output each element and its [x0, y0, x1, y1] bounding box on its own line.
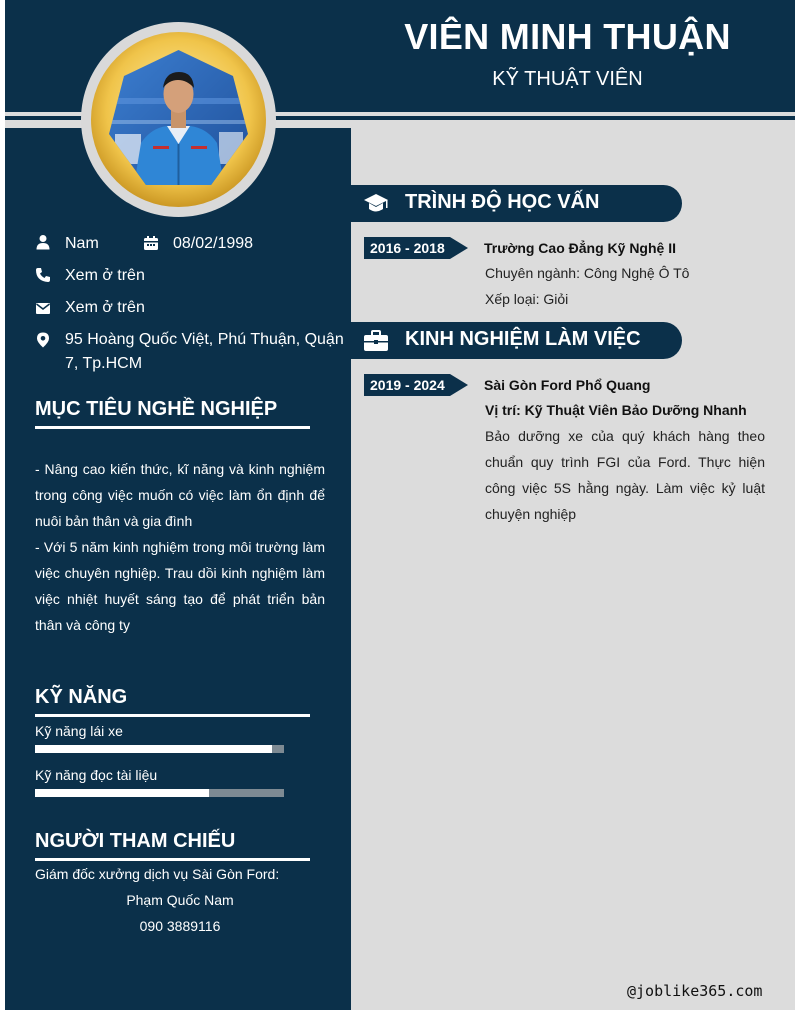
- birthdate-value: 08/02/1998: [173, 235, 254, 252]
- briefcase-icon: [363, 328, 389, 354]
- user-icon: [35, 234, 51, 250]
- gender-value: Nam: [65, 235, 99, 252]
- map-pin-icon: [35, 332, 51, 348]
- experience-period: 2019 - 2024: [370, 377, 445, 393]
- experience-company: Sài Gòn Ford Phổ Quang: [484, 377, 651, 393]
- experience-position: Vị trí: Kỹ Thuật Viên Bảo Dưỡng Nhanh: [485, 402, 747, 418]
- phone-value: Xem ở trên: [65, 267, 145, 284]
- skill-bar-fill: [35, 789, 209, 797]
- experience-description: Bảo dưỡng xe của quý khách hàng theo chuẩn quy trình FGI của Ford. Thực hiện công việc 5S hằng ngày. Làm việc kỷ luật chuyện nghiệp: [485, 428, 765, 522]
- skills-heading: KỸ NĂNG: [35, 686, 128, 708]
- objective-rule: [35, 426, 310, 429]
- envelope-icon: [35, 300, 51, 316]
- skill-bar-fill: [35, 745, 272, 753]
- candidate-job-title: KỸ THUẬT VIÊN: [492, 68, 643, 90]
- skill-bar-track: [35, 789, 284, 797]
- objective-line: - Nâng cao kiến thức, kĩ năng và kinh nghiệm trong công việc muốn có việc làm ổn định để nuôi bản thân và gia đình: [35, 461, 325, 529]
- email-value: Xem ở trên: [65, 299, 145, 316]
- skill-label: Kỹ năng lái xe: [35, 723, 123, 739]
- education-major: Chuyên ngành: Công Nghệ Ô Tô: [485, 265, 690, 281]
- education-period-tag: [364, 237, 468, 259]
- reference-name: Phạm Quốc Nam: [126, 892, 234, 908]
- reference-phone: 090 3889116: [139, 918, 221, 934]
- address-value: 95 Hoàng Quốc Việt, Phú Thuận, Quận 7, Tp.HCM: [65, 331, 344, 372]
- resume-page: [5, 0, 795, 1010]
- reference-label: Giám đốc xưởng dịch vụ Sài Gòn Ford:: [35, 866, 280, 882]
- education-heading-bar: [351, 185, 682, 222]
- references-rule: [35, 858, 310, 861]
- objective-heading: MỤC TIÊU NGHỀ NGHIỆP: [35, 398, 278, 420]
- education-period: 2016 - 2018: [370, 240, 445, 256]
- watermark: @joblike365.com: [627, 982, 763, 1000]
- skill-bar-track: [35, 745, 284, 753]
- graduation-cap-icon: [363, 191, 389, 217]
- objective-text: [35, 456, 325, 638]
- references-heading: NGƯỜI THAM CHIẾU: [35, 830, 236, 852]
- education-school: Trường Cao Đẳng Kỹ Nghệ II: [484, 240, 676, 256]
- education-heading: TRÌNH ĐỘ HỌC VẤN: [405, 191, 600, 213]
- objective-line: - Với 5 năm kinh nghiệm trong môi trường làm việc chuyên nghiệp. Trau dồi kinh nghiệm làm việc nhiệt huyết sáng tạo để phát triển bản thân và công ty: [35, 539, 325, 633]
- education-grade: Xếp loại: Giỏi: [485, 291, 569, 307]
- avatar: [107, 48, 250, 191]
- experience-heading: KINH NGHIỆM LÀM VIỆC: [405, 328, 641, 350]
- candidate-name: VIÊN MINH THUẬN: [404, 16, 731, 57]
- skill-label: Kỹ năng đọc tài liệu: [35, 767, 158, 783]
- experience-heading-bar: [351, 322, 682, 359]
- phone-icon: [35, 267, 51, 283]
- experience-period-tag: [364, 374, 468, 396]
- skills-rule: [35, 714, 310, 717]
- calendar-icon: [143, 235, 159, 251]
